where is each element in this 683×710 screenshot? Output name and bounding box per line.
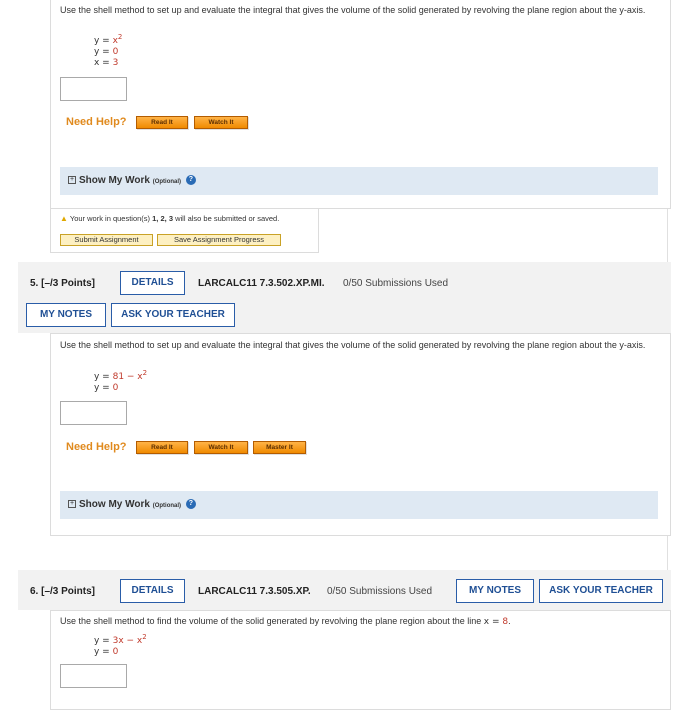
- question-5-prompt: Use the shell method to set up and evaluate the integral that gives the volume of the solid generated by revolving the plane region about the y-axis.: [60, 340, 646, 350]
- question-4-prompt: Use the shell method to set up and evaluate the integral that gives the volume of the solid generated by revolving the plane region about the y-axis.: [60, 5, 646, 15]
- help-question-icon[interactable]: ?: [186, 499, 196, 509]
- question-5-answer-input[interactable]: [60, 401, 127, 425]
- question-6-details-button[interactable]: DETAILS: [120, 579, 185, 603]
- master-it-button[interactable]: Master It: [253, 441, 306, 454]
- show-my-work-bar[interactable]: [60, 167, 658, 195]
- warning-icon: ▲: [60, 214, 68, 223]
- question-5-my-notes-button[interactable]: MY NOTES: [26, 303, 106, 327]
- question-6-my-notes-button[interactable]: MY NOTES: [456, 579, 534, 603]
- question-5-code: LARCALC11 7.3.502.XP.MI.: [198, 278, 325, 289]
- question-6-answer-input[interactable]: [60, 664, 127, 688]
- question-6-equations: [94, 633, 147, 658]
- question-6-prompt: Use the shell method to find the volume of the solid generated by revolving the plane region about the line x = 8.: [60, 616, 511, 627]
- help-question-icon[interactable]: ?: [186, 175, 196, 185]
- watch-it-button[interactable]: Watch It: [194, 441, 248, 454]
- equation-2: y = 0: [94, 383, 119, 393]
- equation-1: $y = 3x - x^2$: [94, 633, 147, 646]
- question-6-submissions: 0/50 Submissions Used: [327, 586, 433, 597]
- expand-icon: +: [69, 500, 75, 508]
- read-it-button[interactable]: Read It: [136, 441, 188, 454]
- need-help-label: Need Help?: [66, 116, 127, 128]
- equation-1: $y = x^2$: [94, 33, 123, 46]
- question-4-equations: [94, 33, 123, 69]
- show-my-work-bar[interactable]: [60, 491, 658, 519]
- question-4-answer-input[interactable]: [60, 77, 127, 101]
- question-6-ask-teacher-button[interactable]: ASK YOUR TEACHER: [539, 579, 663, 603]
- question-5-equations: [94, 369, 148, 394]
- show-my-work-label: Show My Work: [79, 175, 150, 186]
- equation-3: x = 3: [94, 58, 119, 68]
- need-help-label: Need Help?: [66, 441, 127, 453]
- submit-assignment-button[interactable]: Submit Assignment: [60, 234, 153, 246]
- question-5-ask-teacher-button[interactable]: ASK YOUR TEACHER: [111, 303, 235, 327]
- read-it-button[interactable]: Read It: [136, 116, 188, 129]
- equation-2: y = 0: [94, 647, 119, 657]
- equation-2: y = 0: [94, 47, 119, 57]
- submit-warning: ▲ Your work in question(s) 1, 2, 3 will also be submitted or saved.: [60, 214, 280, 223]
- expand-icon: +: [69, 176, 75, 184]
- question-6-code: LARCALC11 7.3.505.XP.: [198, 586, 311, 597]
- question-6-number: 6. [–/3 Points]: [30, 586, 96, 597]
- question-5-number: 5. [–/3 Points]: [30, 278, 96, 289]
- equation-1: $y = 81 - x^2$: [94, 369, 148, 382]
- show-my-work-label: Show My Work: [79, 499, 150, 510]
- save-assignment-progress-button[interactable]: Save Assignment Progress: [157, 234, 281, 246]
- question-5-submissions: 0/50 Submissions Used: [343, 278, 449, 289]
- watch-it-button[interactable]: Watch It: [194, 116, 248, 129]
- optional-label: (Optional): [152, 503, 182, 509]
- question-5-details-button[interactable]: DETAILS: [120, 271, 185, 295]
- optional-label: (Optional): [152, 179, 182, 185]
